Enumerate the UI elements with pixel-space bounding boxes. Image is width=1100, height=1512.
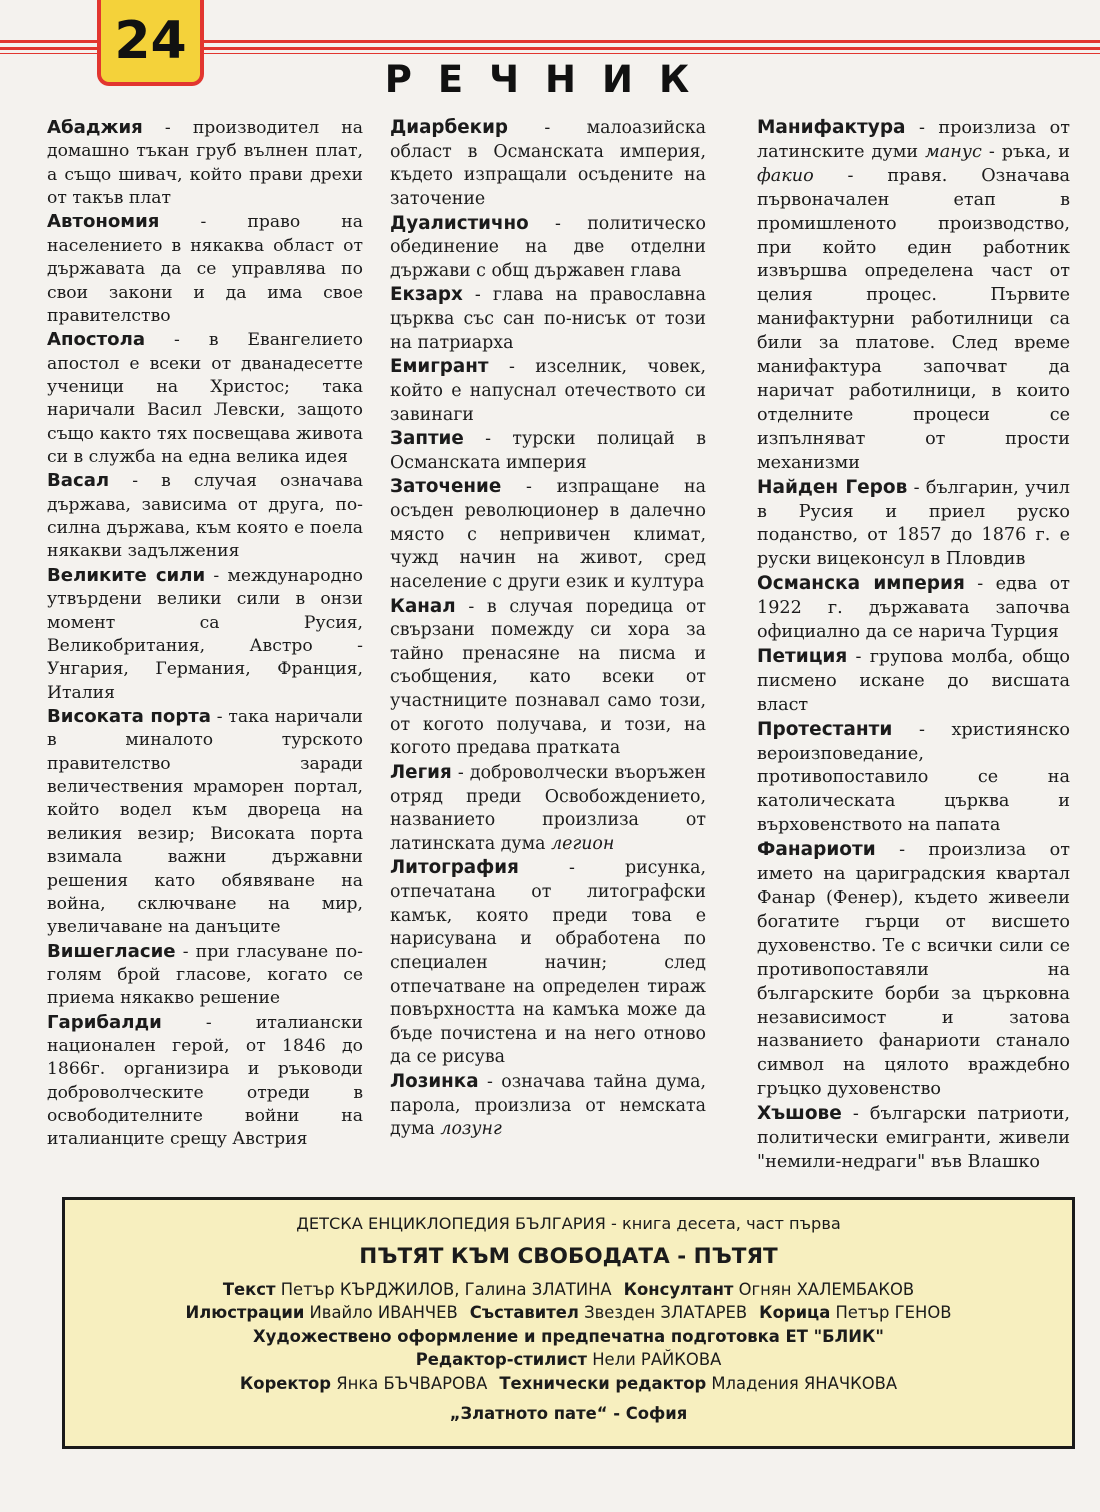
glossary-definition: лозунг: [440, 1119, 502, 1140]
glossary-definition: - политическо обединение на две отделни държави с общ държавен глава: [390, 213, 706, 281]
glossary-term: Екзарх: [390, 284, 463, 306]
glossary-definition: - изпращане на осъден революционер в далечно място с непривичен климат, чужд начин на живот, сред население с други език и култура: [390, 477, 706, 592]
glossary-column-2: [390, 116, 706, 1142]
glossary-definition: факио: [757, 165, 814, 186]
glossary-entry: [390, 212, 706, 284]
publisher: [65, 1402, 1072, 1426]
glossary-term: Апостола: [47, 329, 146, 351]
glossary-term: Османска империя: [757, 573, 965, 595]
glossary-entry: [47, 210, 363, 328]
illustrator-name: Ивайло ИВАНЧЕВ: [309, 1303, 458, 1323]
glossary-definition: - в случая означава държава, зависима от друга, по-силна държава, към която е поела някакви задължения: [47, 471, 363, 562]
credits-line-text: [65, 1278, 1072, 1302]
glossary-definition: - произлиза от латинските думи: [757, 118, 1070, 162]
glossary-definition: - групова молба, общо писмено искане до висшата власт: [757, 646, 1070, 715]
glossary-entry: [390, 283, 706, 355]
glossary-entry: [757, 718, 1070, 839]
editor-name: Нели РАЙКОВА: [592, 1350, 722, 1370]
page-title: РЕЧНИК: [384, 58, 716, 101]
glossary-definition: - християнско вероизповедание, противопоставило се на католическата църква и върховенството на папата: [757, 719, 1070, 836]
glossary-entry: [757, 116, 1070, 476]
glossary-term: Високата порта: [47, 705, 211, 727]
glossary-term: Вишегласие: [47, 940, 176, 962]
glossary-term: Заптие: [390, 428, 464, 450]
glossary-entry: [757, 1102, 1070, 1175]
glossary-term: Протестанти: [757, 718, 893, 740]
glossary-entry: [390, 116, 706, 212]
glossary-entry: [47, 328, 363, 469]
glossary-entry: [47, 1011, 363, 1152]
tech-editor-name: Младения ЯНАЧКОВА: [711, 1373, 898, 1393]
glossary-entry: [390, 427, 706, 475]
glossary-definition: - ръка, и: [981, 141, 1070, 162]
tech-editor-label: Технически редактор: [499, 1373, 707, 1393]
glossary-term: Хъшове: [757, 1103, 842, 1125]
glossary-term: Гарибалди: [47, 1011, 162, 1033]
compiler-label: Съставител: [469, 1303, 579, 1323]
glossary-term: Манифактура: [757, 117, 906, 138]
glossary-definition: - италиански национален герой, от 1846 до 1866г. организира и ръководи доброволческите отреди в освободителните войни на италианците срещу Австрия: [47, 1012, 363, 1150]
glossary-definition: - български патриоти, политически емигранти, живели "немили-недраги" във Влашко: [757, 1104, 1070, 1172]
editor-label: Редактор-стилист: [415, 1350, 587, 1370]
publisher-name: „Златното пате“ - София: [449, 1403, 688, 1423]
glossary-definition: - доброволчески въоръжен отряд преди Освобождението, названието произлиза от латинската дума: [390, 762, 706, 854]
glossary-definition: - турски полицай в Османската империя: [390, 429, 706, 473]
glossary-definition: - рисунка, отпечатана от литографски камък, която преди това е нарисувана и обработена по специален начин; след отпечатване на определен тираж повърхността на камъка може да бъде почистена и на него отново да се рисува: [390, 858, 706, 1068]
encyclopedia-name: ДЕТСКА ЕНЦИКЛОПЕДИЯ БЪЛГАРИЯ: [296, 1214, 606, 1233]
credits-line-design: [65, 1325, 1072, 1349]
glossary-definition: - малоазийска област в Османската империя, където изпращали осъдените на заточение: [390, 118, 706, 209]
glossary-term: Легия: [390, 761, 452, 783]
glossary-definition: - изселник, човек, който е напуснал отечеството си завинаги: [390, 357, 706, 425]
glossary-term: Канал: [390, 595, 456, 617]
glossary-entry: [757, 645, 1070, 718]
encyclopedia-line: [65, 1212, 1072, 1236]
glossary-definition: - в Евангелието апостол е всеки от дванадесетте ученици на Христос; така наричали Васил Левски, защото също както тях посвещава живота си в служба на една велика идея: [47, 330, 363, 468]
glossary-definition: - право на населението в някаква област от държавата да се управлява по свои закони и да има свое правителство: [47, 212, 363, 326]
proofreader-name: Янка БЪЧВАРОВА: [336, 1373, 488, 1393]
glossary-entry: [47, 116, 363, 210]
glossary-entry: [757, 572, 1070, 645]
glossary-entry: [390, 355, 706, 427]
glossary-term: Великите сили: [47, 564, 206, 586]
glossary-definition: - така наричали в миналото турското правителство заради величествения мраморен портал, който водел към двореца на великия везир; Високата порта взимала важни държавни решения като обявяване на война, сключване на мир, увеличаване на данъците: [47, 706, 363, 938]
text-authors: Петър КЪРДЖИЛОВ, Галина ЗЛАТИНА: [280, 1279, 612, 1299]
glossary-term: Дуалистично: [390, 212, 529, 234]
glossary-term: Автономия: [47, 211, 160, 233]
glossary-definition: манус: [925, 141, 982, 162]
glossary-definition: - международно утвърдени велики сили в онзи момент са Русия, Великобритания, Австро - Унгария, Германия, Франция, Италия: [47, 565, 363, 703]
glossary-entry: [390, 595, 706, 761]
glossary-definition: - глава на православна църква със сан по-нисък от този на патриарха: [390, 285, 706, 353]
glossary-entry: [390, 475, 706, 594]
glossary-entry: [47, 469, 363, 563]
glossary-definition: - българин, учил в Русия и приел руско поданство, от 1857 до 1876 г. е руски вицеконсул в Пловдив: [757, 477, 1070, 570]
glossary-definition: - едва от 1922 г. държавата започва официално да се нарича Турция: [757, 574, 1071, 643]
glossary-definition: - произлиза от името на цариградския квартал Фанар (Фенер), където живеели богатите гърци от висшето духовенство. Те с всички сили се противопоставяли на българските борби за църковна независимост и затова названието фанариоти станало символ на цялото враждебно гръцко духовенство: [757, 840, 1070, 1100]
credits-box: [62, 1197, 1075, 1449]
page-number: 24: [97, 0, 204, 86]
glossary-entry: [390, 856, 706, 1070]
glossary-definition: - означава тайна дума, парола, произлиза от немската дума: [390, 1072, 706, 1140]
glossary-definition: - правя. Означава първоначален етап в промишленото производство, при който един работник извършва определена част от целия процес. Първите манифактурни работилници са били за платове. След време манифактура започват да наричат работилници, в които отделните процеси се изпълняват от прости механизми: [757, 165, 1070, 473]
consultant-label: Консултант: [623, 1279, 734, 1299]
glossary-term: Лозинка: [390, 1071, 479, 1092]
glossary-entry: [47, 564, 363, 705]
glossary-definition: легион: [551, 833, 615, 854]
credits-line-proofreader: [65, 1372, 1072, 1396]
glossary-term: Литография: [390, 857, 519, 879]
glossary-term: Емигрант: [390, 356, 489, 378]
glossary-term: Заточение: [390, 476, 502, 498]
illustrations-label: Илюстрации: [185, 1303, 305, 1323]
consultant-name: Огнян ХАЛЕМБАКОВ: [738, 1279, 915, 1299]
glossary-definition: - в случая поредица от свързани помежду си хора за тайно пренасяне на писма и съобщения, като всеки от участниците познавал само този, от когото получава, и този, на когото предава пратката: [390, 596, 706, 759]
glossary-entry: [390, 761, 706, 857]
credits-line-illustrations: [65, 1301, 1072, 1325]
book-title: ПЪТЯТ КЪМ СВОБОДАТА - ПЪТЯТ: [359, 1243, 778, 1269]
glossary-term: Абаджия: [47, 117, 143, 138]
encyclopedia-part: - книга десета, част първа: [605, 1214, 841, 1233]
glossary-entry: [757, 476, 1070, 573]
glossary-term: Найден Геров: [757, 476, 908, 498]
proofreader-label: Коректор: [239, 1373, 332, 1393]
glossary-term: Диарбекир: [390, 117, 508, 138]
text-label: Текст: [222, 1279, 276, 1299]
cover-label: Корица: [759, 1303, 831, 1323]
design-label: Художествено оформление и предпечатна подготовка ЕТ "БЛИК": [253, 1326, 884, 1346]
glossary-definition: - производител на домашно тъкан груб вълнен плат, а също шивач, който прави дрехи от такъв плат: [47, 118, 363, 209]
glossary-entry: [390, 1070, 706, 1142]
glossary-column-3: [757, 116, 1070, 1175]
glossary-entry: [757, 838, 1070, 1102]
credits-line-editor: [65, 1348, 1072, 1372]
glossary-entry: [47, 940, 363, 1011]
glossary-term: Фанариоти: [757, 839, 876, 861]
glossary-term: Васал: [47, 470, 110, 492]
cover-artist: Петър ГЕНОВ: [835, 1303, 952, 1323]
glossary-term: Петиция: [757, 645, 848, 667]
glossary-definition: - при гласуване по-голям брой гласове, когато се приема някакво решение: [47, 941, 363, 1009]
compiler-name: Звезден ЗЛАТАРЕВ: [584, 1303, 748, 1323]
glossary-entry: [47, 705, 363, 940]
glossary-column-1: [47, 116, 363, 1152]
